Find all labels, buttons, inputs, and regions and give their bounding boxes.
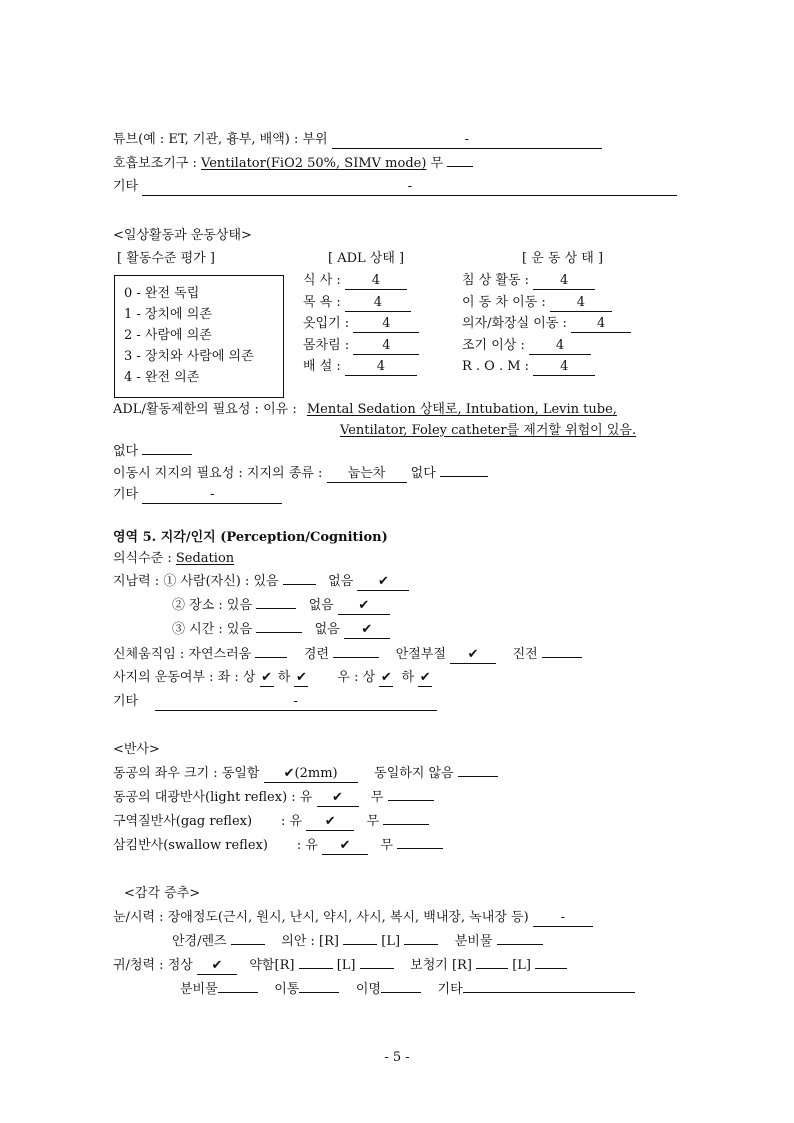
- swallow-reflex-row: 삼킴반사(swallow reflex) : 유 ✔ 무: [113, 837, 443, 855]
- tube-label: 튜브(예 : ET, 기관, 흉부, 배액) : 부위: [113, 132, 328, 147]
- motor-row: R . O . M : 4: [462, 358, 595, 376]
- support-none-label: 없다: [410, 466, 436, 481]
- ear-pain-field[interactable]: [299, 992, 339, 993]
- support-field[interactable]: 눕는차: [327, 466, 407, 483]
- pupil-equal-field[interactable]: ✔(2mm): [264, 766, 358, 783]
- orient-place-no[interactable]: ✔: [338, 598, 390, 615]
- adl-row: 식 사 : 4: [303, 272, 407, 290]
- resp-no-label: 무: [430, 156, 444, 171]
- ear-etc-field[interactable]: [463, 992, 635, 993]
- adl-field[interactable]: 4: [353, 316, 419, 333]
- restrict-reason-1: Mental Sedation 상태로, Intubation, Levin tube,: [306, 402, 617, 417]
- ear-detail-row: 분비물 이통 이명 기타: [180, 981, 635, 999]
- orient-person-row: 지남력 : ① 사람(자신) : 있음 없음 ✔: [113, 573, 409, 591]
- tube-row: [113, 131, 602, 149]
- prosthetic-right-field[interactable]: [343, 944, 377, 945]
- perception-etc-row: 기타 -: [113, 693, 437, 711]
- gag-reflex-no[interactable]: [383, 824, 429, 825]
- level-4: 4 - 완전 의존: [124, 370, 200, 385]
- daily-heading: <일상활동과 운동상태>: [113, 228, 252, 243]
- motion-seizure-field[interactable]: [333, 657, 379, 658]
- ear-discharge-field[interactable]: [218, 992, 258, 993]
- support-label: 이동시 지지의 필요성 : 지지의 종류 :: [113, 466, 323, 481]
- motor-row: 의자/화장실 이동 : 4: [462, 315, 631, 333]
- vision-field[interactable]: -: [533, 910, 593, 927]
- swallow-reflex-yes[interactable]: ✔: [322, 838, 368, 855]
- motor-field[interactable]: 4: [533, 359, 595, 376]
- orient-place-yes[interactable]: [256, 608, 296, 609]
- adl-row: 몸차림 : 4: [303, 337, 419, 355]
- limb-right-lower[interactable]: ✔: [419, 670, 431, 685]
- glasses-field[interactable]: [231, 944, 265, 945]
- pupil-row: 동공의 좌우 크기 : 동일함 ✔(2mm) 동일하지 않음: [113, 765, 498, 783]
- adl-row: 배 설 : 4: [303, 358, 417, 376]
- etc1-field[interactable]: -: [142, 179, 677, 196]
- sensory-heading: <감각 증추>: [124, 886, 201, 901]
- level-0: 0 - 완전 독립: [124, 286, 200, 301]
- activity-heading: [ 활동수준 평가 ]: [117, 251, 215, 266]
- tinnitus-field[interactable]: [381, 992, 421, 993]
- none-row: 없다: [113, 443, 192, 461]
- adl-field[interactable]: 4: [345, 273, 407, 290]
- swallow-reflex-no[interactable]: [397, 848, 443, 849]
- adl-field[interactable]: 4: [345, 295, 411, 312]
- hearing-weak-right-field[interactable]: [299, 968, 333, 969]
- hearing-aid-left-field[interactable]: [535, 968, 567, 969]
- restrict-label: ADL/활동제한의 필요성 : 이유 :: [113, 402, 297, 417]
- resp-label: 호흡보조기구 :: [113, 156, 197, 171]
- orient-time-no[interactable]: ✔: [344, 622, 390, 639]
- light-reflex-row: 동공의 대광반사(light reflex) : 유 ✔ 무: [113, 789, 434, 807]
- level-1: 1 - 장치에 의존: [124, 307, 212, 322]
- level-3: 3 - 장치와 사람에 의존: [124, 349, 254, 364]
- limb-left-upper[interactable]: ✔: [261, 670, 273, 685]
- restrict-row: [113, 401, 617, 419]
- motor-row: 침 상 활동 : 4: [462, 272, 595, 290]
- prosthetic-left-field[interactable]: [404, 944, 438, 945]
- reflex-heading: <반사>: [113, 742, 160, 757]
- hearing-normal-field[interactable]: ✔: [197, 958, 237, 975]
- etc1-label: 기타: [113, 179, 139, 194]
- perception-heading: 영역 5. 지각/인지 (Perception/Cognition): [113, 530, 388, 545]
- resp-value: Ventilator(FiO2 50%, SIMV mode): [201, 156, 427, 171]
- orient-place-row: ② 장소 : 있음 없음 ✔: [172, 597, 390, 615]
- limb-left-lower[interactable]: ✔: [295, 670, 307, 685]
- motor-field[interactable]: 4: [550, 295, 612, 312]
- perception-etc-field[interactable]: -: [155, 694, 437, 711]
- orient-person-no[interactable]: ✔: [357, 574, 409, 591]
- restrict-reason-2: Ventilator, Foley catheter를 제거할 위험이 있음.: [340, 423, 637, 438]
- etc1-row: [113, 178, 677, 196]
- motion-natural-field[interactable]: [255, 657, 287, 658]
- vision-row: 눈/시력 : 장애정도(근시, 원시, 난시, 약시, 사시, 복시, 백내장, 녹내장 등) -: [113, 909, 593, 927]
- gag-reflex-yes[interactable]: ✔: [306, 814, 354, 831]
- adl-row: 옷입기 : 4: [303, 315, 419, 333]
- hearing-aid-right-field[interactable]: [476, 968, 508, 969]
- motor-field[interactable]: 4: [533, 273, 595, 290]
- daily-etc-field[interactable]: -: [142, 487, 282, 504]
- resp-row: [113, 155, 473, 173]
- orient-time-yes[interactable]: [256, 632, 302, 633]
- gag-reflex-row: 구역질반사(gag reflex) : 유 ✔ 무: [113, 813, 429, 831]
- motion-tremor-field[interactable]: [542, 657, 582, 658]
- consciousness-value: Sedation: [175, 551, 235, 566]
- motion-row: 신체움직임 : 자연스러움 경련 안절부절 ✔ 진전: [113, 646, 582, 664]
- adl-field[interactable]: 4: [345, 359, 417, 376]
- pupil-unequal-field[interactable]: [458, 776, 498, 777]
- adl-row: 목 욕 : 4: [303, 294, 411, 312]
- support-none-field[interactable]: [440, 476, 488, 477]
- adl-heading: [ ADL 상태 ]: [328, 251, 405, 266]
- consciousness-row: 의식수준 : Sedation: [113, 551, 235, 566]
- light-reflex-yes[interactable]: ✔: [317, 790, 359, 807]
- limb-right-upper[interactable]: ✔: [380, 670, 392, 685]
- orient-time-row: ③ 시간 : 있음 없음 ✔: [172, 621, 390, 639]
- vision-detail-row: 안경/렌즈 의안 : [R] [L] 분비물: [172, 933, 543, 951]
- motor-field[interactable]: 4: [571, 316, 631, 333]
- resp-no-field[interactable]: [447, 166, 473, 167]
- limb-row: 사지의 운동여부 : 좌 : 상 ✔ 하 ✔ 우 : 상 ✔ 하 ✔: [113, 670, 431, 685]
- none-field[interactable]: [142, 454, 192, 455]
- motion-restless-field[interactable]: ✔: [450, 647, 496, 664]
- hearing-weak-left-field[interactable]: [360, 968, 394, 969]
- adl-field[interactable]: 4: [353, 338, 419, 355]
- light-reflex-no[interactable]: [388, 800, 434, 801]
- orient-person-yes[interactable]: [283, 584, 316, 585]
- motor-heading: [ 운 동 상 태 ]: [522, 251, 604, 266]
- motor-row: 이 동 차 이동 : 4: [462, 294, 612, 312]
- tube-field[interactable]: -: [332, 132, 602, 149]
- level-2: 2 - 사람에 의존: [124, 328, 212, 343]
- motor-row: 조기 이상 : 4: [462, 337, 591, 355]
- hearing-row: 귀/청력 : 정상 ✔ 약함[R] [L] 보청기 [R] [L]: [113, 957, 567, 975]
- daily-etc-row: 기타 -: [113, 486, 282, 504]
- eye-discharge-field[interactable]: [497, 944, 543, 945]
- page-number: - 5 -: [384, 1050, 410, 1065]
- motor-field[interactable]: 4: [529, 338, 591, 355]
- support-row: [113, 465, 488, 483]
